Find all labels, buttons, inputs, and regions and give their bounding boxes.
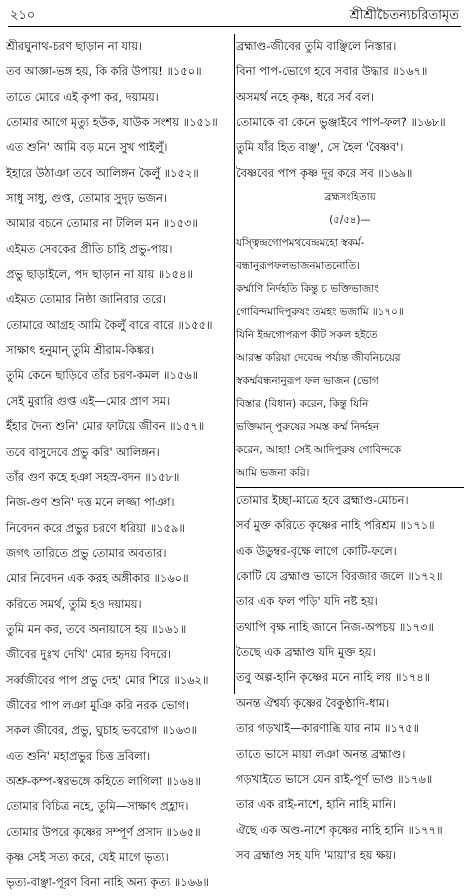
verse-line: সাধু সাধু, গুপ্ত, তোমার সুদৃঢ় ভজন।	[6, 191, 167, 206]
verse-line: শ্রীরঘুনাথ-চরণ ছাড়ান না যায়।	[6, 39, 143, 53]
translation-line: আরম্ভ করিয়া দেবেন্দ্র পর্য্যন্ত জীবনিচয়ের	[236, 352, 401, 365]
verse-line: তাঁর গুণ কহে হঞা সহস্র-বদন ॥১৫৮॥	[6, 469, 180, 484]
verse-line: করিতে সমর্থ, তুমি হও দয়াময়।	[6, 596, 142, 611]
verse-line: ইঁহার দৈন্য শুনি' মোর ফাটয়ে জীবন ॥১৫৭॥	[6, 419, 205, 434]
sanskrit-verse	[236, 232, 464, 324]
verse-line: তবে বাসুদেবে প্রভু করি' আলিঙ্গন।	[6, 444, 160, 459]
verse-line: তোমার ইচ্ছা-মাত্রে হবে ব্রহ্মাণ্ড-মোচন।	[236, 487, 464, 513]
verse-line: তোমার উপরে কৃষ্ণের সম্পূর্ণ প্রসাদ ॥১৬৫॥	[6, 824, 201, 839]
verse-heading: ব্রহ্মসংহিতায়	[324, 192, 376, 204]
verse-line: তার গড়খাই—কারণাব্ধি যার নাম ॥১৭৫॥	[236, 721, 420, 736]
verse-line: জগৎ তারিতে প্রভু তোমার অবতার।	[6, 545, 167, 560]
verse-line: সর্ব মুক্ত করিতে কৃষ্ণের নাহি পরিশ্রম ॥১৭১॥	[236, 518, 435, 533]
verse-line: তাতে ভাসে মায়া লঞা অনন্ত ব্রহ্মাণ্ড।	[236, 746, 406, 761]
verse-line: গড়খাইতে ভাসে যেন রাই-পূর্ণ ভাণ্ড ॥১৭৬॥	[236, 771, 433, 786]
verse-line: এক উডুম্বর-বৃক্ষে লাগে কোটি-ফলে।	[236, 543, 397, 558]
verse-line: অশ্রু-কম্প-স্বরভঙ্গে কহিতে লাগিলা ॥১৬৪॥	[6, 773, 201, 788]
translation-line: বিস্তার (বিধান) করেন, কিন্তু যিনি	[236, 398, 369, 411]
left-column	[6, 34, 234, 896]
verse-line: জীবের দুঃখ দেখি' মোর হৃদয় বিদরে।	[6, 647, 171, 662]
verse-line: অনন্ত ঐশ্বর্য্য কৃষ্ণের বৈকুণ্ঠাদি-ধাম।	[236, 695, 390, 710]
sanskrit-line: বন্ধানুরূপফলভাজনমাতনোতি।	[236, 260, 360, 273]
translation-line: যিনি ইন্দ্রগোপরূপ কীট সকল হইতে	[236, 329, 378, 342]
verse-line: সকল জীবের, প্রভু, ঘুচাহ ভবরোগ ॥১৬৩॥	[6, 723, 197, 738]
verse-line: ঐছে এক অণ্ড-নাশে কৃষ্ণের নাহি হানি ॥১৭৭॥	[236, 822, 443, 837]
verse-line: তৈছে এক ব্রহ্মাণ্ড যদি মুক্ত হয়।	[236, 645, 376, 660]
verse-line: তবু অল্প-হানি কৃষ্ণের মনে নাহি লয় ॥১৭৪॥	[236, 670, 431, 685]
verse-line: সর্ব্বজীবের পাপ প্রভু দেহ' মোর শিরে ॥১৬২॥	[6, 672, 209, 687]
verse-line: প্রভু ছাড়াইলে, পদ ছাড়ান না যায় ॥১৫৪॥	[6, 267, 193, 282]
translation-line: ভক্তিমান্ পুরুষের সমস্ত কর্ম্ম নির্দ্দহন	[236, 421, 380, 434]
verse-line: তুমি যাঁর হিত বাঞ্ছ', সে হৈল 'বৈষ্ণব'।	[236, 140, 404, 155]
verse-line: নিজ-গুণ শুনি' দত্ত মনে লজ্জা পাঞা।	[6, 495, 175, 510]
verse-line: তাতে মোরে এই কৃপা কর, দয়াময়।	[6, 89, 159, 104]
sanskrit-line: গোবিন্দমাদিপুরুষং তমহং ভজামি ॥১৭০॥	[236, 306, 404, 319]
verse-line: বৈষ্ণবের পাপ কৃষ্ণ দূর করে সব ॥১৬৯॥	[236, 165, 413, 180]
verse-line: তার এক রাই-নাশে, হানি নাহি মানি।	[236, 797, 396, 812]
verse-line: এইমত সেবকের প্রীতি চাহি প্রভু-পায়।	[6, 241, 173, 256]
verse-line: বিনা পাপ-ভোগে হবে সবার উদ্ধার ॥১৬৭॥	[236, 64, 428, 79]
running-title: শ্রীশ্রীচৈতন্যচরিতামৃত	[349, 8, 459, 23]
verse-line: সেই মুরারি গুপ্ত এই—মোর প্রাণ সম।	[6, 393, 171, 408]
verse-line: কোটি যে ব্রহ্মাণ্ড ভাসে বিরজার জলে ॥১৭২॥	[236, 569, 443, 584]
verse-line: তোমার বিচিত্র নহে, তুমি—সাক্ষাৎ প্রহ্লাদ।	[6, 799, 189, 814]
page-header	[8, 4, 461, 27]
translation-line: স্বকর্ম্মবন্ধনানুরূপ ফল ভাজন (ভোগ	[236, 375, 379, 388]
sanskrit-line: যস্ত্বিন্দ্রগোপমথবেন্দ্রমহো স্বকর্ম-	[236, 237, 365, 250]
right-column-top	[236, 34, 464, 186]
right-column	[236, 34, 464, 868]
verse-line: তুমি কেনে ছাড়িবে তাঁর চরণ-কমল ॥১৫৬॥	[6, 368, 199, 383]
verse-line: তথাপি বৃক্ষ নাহি জানে নিজ-অপচয় ॥১৭৩॥	[236, 619, 435, 634]
verse-line: অসমর্থ নহে কৃষ্ণ, ধরে সর্ব বল।	[236, 89, 375, 104]
verse-line: মোর নিবেদন এক করহ অঙ্গীকার ॥১৬০॥	[6, 571, 189, 586]
verse-translation	[236, 324, 464, 485]
sanskrit-line: কর্ম্মাণি নির্দহতি কিন্তু চ ভক্তিভাজাং	[236, 283, 379, 296]
verse-line: ভৃত্য-বাঞ্ছা-পূরণ বিনা নাহি অন্য কৃত্য ॥১৬৬॥	[6, 875, 209, 890]
verse-line: সব ব্রহ্মাণ্ড সহ যদি 'মায়া'র হয় ক্ষয়।	[236, 847, 397, 862]
verse-line: কৃষ্ণ সেই সত্য করে, যেই মাগে ভৃত্য।	[6, 850, 169, 864]
verse-line: তার এক ফল পড়ি' যদি নষ্ট হয়।	[236, 594, 378, 609]
verse-line: এত শুনি' মহাপ্রভুর চিত্ত দ্রবিলা।	[6, 748, 151, 763]
verse-line: নিবেদন করে প্রভুর চরণে ধরিয়া ॥১৫৯॥	[6, 520, 185, 535]
page-number: ২১০	[10, 8, 36, 23]
translation-line: আমি ভজনা করি।	[236, 467, 310, 480]
column-divider	[234, 34, 235, 694]
verse-line: ইহারে উঠাঞা তবে আলিঙ্গন কৈলুঁ ॥১৫২॥	[6, 165, 199, 180]
verse-line: এইমত তোমার নিষ্ঠা জানিবার তরে।	[6, 292, 167, 307]
verse-line: তোমার আগে মৃত্যু হউক, যাউক সংশয় ॥১৫১॥	[6, 115, 218, 130]
verse-line: আমার বচনে তোমার না টলিল মন ॥১৫৩॥	[6, 216, 198, 231]
translation-line: করেন, আহা! সেই আদিপুরুষ গোবিন্দকে	[236, 444, 402, 457]
verse-line: এত শুনি' আমি বড় মনে সুখ পাইলুঁ।	[6, 140, 168, 155]
verse-line: তব আজ্ঞা-ভঙ্গ হয়, কি করি উপায়! ॥১৫০॥	[6, 64, 202, 79]
verse-line: ব্রহ্মাণ্ড-জীবের তুমি বাঞ্ছিলে নিস্তার।	[236, 39, 397, 53]
verse-line: জীবের পাপ লঞা মুঞি করি নরক ভোগ।	[6, 697, 190, 712]
verse-line: তোমারে আগ্রহ আমি কৈলুঁ বারে বারে ॥১৫৫॥	[6, 317, 213, 332]
verse-reference: (৫/৫৪)—	[329, 215, 371, 227]
verse-line: তোমাকে বা কেনে ভুঞ্জাইবে পাপ-ফল? ॥১৬৮॥	[236, 115, 446, 130]
verse-line: তুমি মন কর, তবে অনায়াসে হয় ॥১৬১॥	[6, 621, 187, 636]
right-column-bottom	[236, 487, 464, 868]
verse-line: সাক্ষাৎ হনুমান্ তুমি শ্রীরাম-কিঙ্কর।	[6, 343, 155, 358]
